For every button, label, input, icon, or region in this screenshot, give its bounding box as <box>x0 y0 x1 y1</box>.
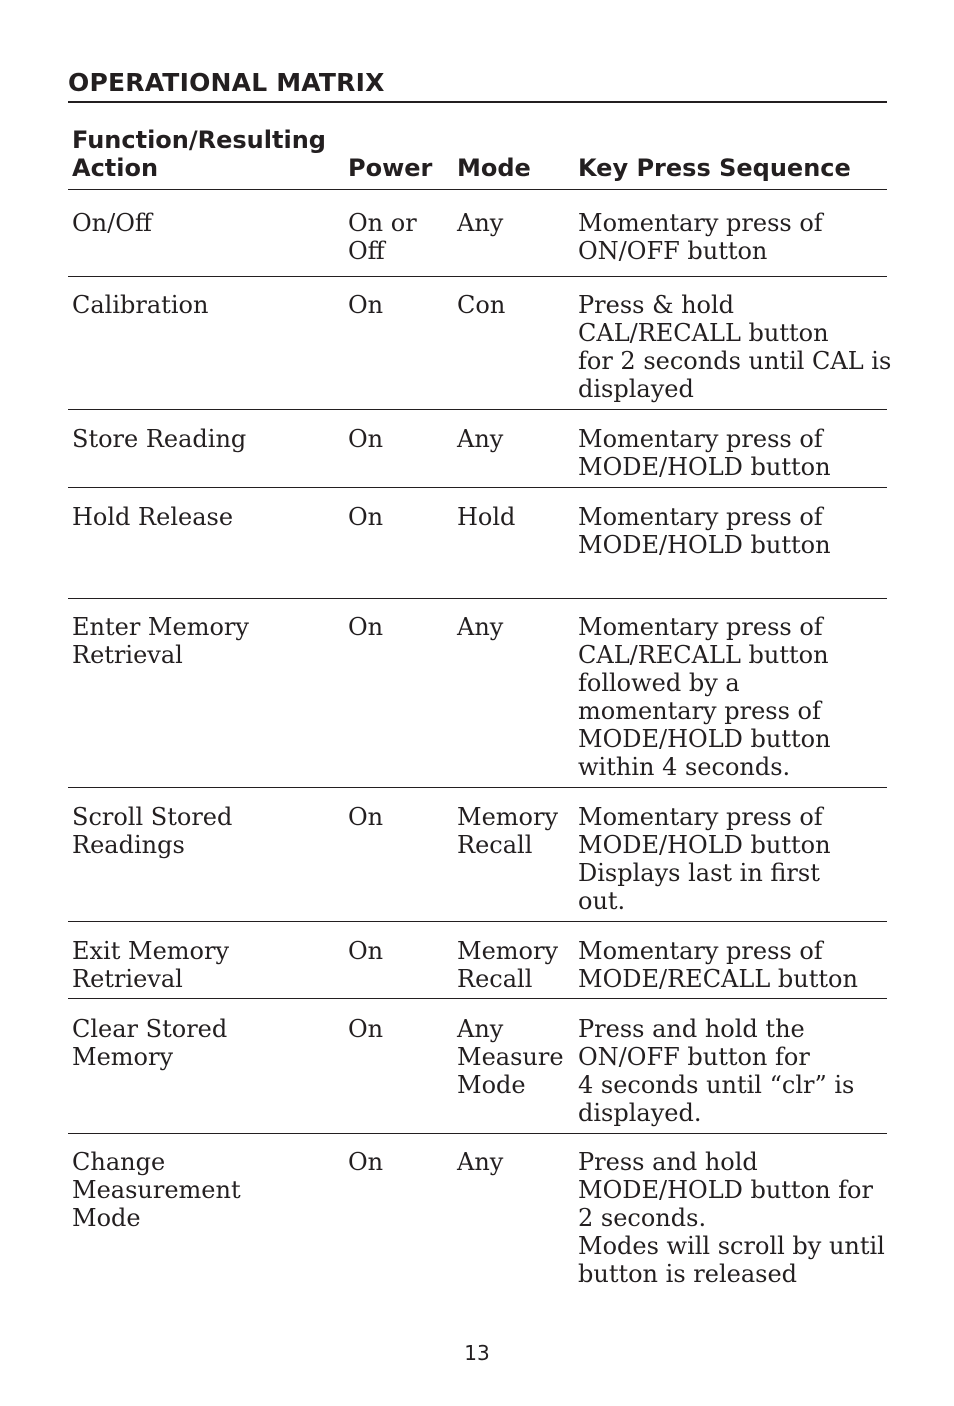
cell-power: On or Off <box>348 209 417 265</box>
cell-function: Enter Memory Retrieval <box>72 613 249 669</box>
row-divider <box>68 487 887 488</box>
cell-power: On <box>348 291 384 319</box>
row-divider <box>68 276 887 277</box>
cell-mode: Con <box>457 291 506 319</box>
cell-power: On <box>348 803 384 831</box>
cell-key-press: Press and hold the ON/OFF button for 4 seconds until “clr” is displayed. <box>578 1015 855 1127</box>
cell-power: On <box>348 937 384 965</box>
row-divider <box>68 998 887 999</box>
header-key-press-sequence: Key Press Sequence <box>578 154 851 182</box>
cell-mode: Hold <box>457 503 516 531</box>
header-divider <box>68 189 887 190</box>
cell-mode: Memory Recall <box>457 803 559 859</box>
cell-power: On <box>348 613 384 641</box>
cell-function: Exit Memory Retrieval <box>72 937 230 993</box>
cell-mode: Any <box>457 1148 504 1176</box>
page-number: 13 <box>464 1341 490 1365</box>
row-divider <box>68 598 887 599</box>
cell-key-press: Momentary press of ON/OFF button <box>578 209 823 265</box>
header-power: Power <box>348 154 433 182</box>
header-mode: Mode <box>457 154 531 182</box>
cell-function: Change Measurement Mode <box>72 1148 241 1232</box>
cell-key-press: Momentary press of MODE/RECALL button <box>578 937 858 993</box>
cell-power: On <box>348 1148 384 1176</box>
cell-key-press: Momentary press of CAL/RECALL button followed by a momentary press of MODE/HOLD button within 4 seconds. <box>578 613 831 781</box>
cell-function: On/Off <box>72 209 152 237</box>
cell-mode: Any <box>457 425 504 453</box>
cell-key-press: Momentary press of MODE/HOLD button <box>578 425 831 481</box>
row-divider <box>68 921 887 922</box>
cell-function: Scroll Stored Readings <box>72 803 233 859</box>
cell-function: Calibration <box>72 291 209 319</box>
cell-mode: Any <box>457 209 504 237</box>
cell-key-press: Press and hold MODE/HOLD button for 2 seconds. Modes will scroll by until button is released <box>578 1148 885 1288</box>
cell-mode: Memory Recall <box>457 937 559 993</box>
row-divider <box>68 1133 887 1134</box>
title-divider <box>68 101 887 103</box>
section-title: OPERATIONAL MATRIX <box>68 68 385 97</box>
cell-power: On <box>348 1015 384 1043</box>
cell-key-press: Momentary press of MODE/HOLD button <box>578 503 831 559</box>
row-divider <box>68 409 887 410</box>
cell-function: Store Reading <box>72 425 247 453</box>
cell-key-press: Press & hold CAL/RECALL button for 2 seconds until CAL is displayed <box>578 291 892 403</box>
cell-power: On <box>348 503 384 531</box>
cell-mode: Any Measure Mode <box>457 1015 564 1099</box>
cell-mode: Any <box>457 613 504 641</box>
header-function: Function/Resulting Action <box>72 126 326 182</box>
cell-power: On <box>348 425 384 453</box>
cell-key-press: Momentary press of MODE/HOLD button Displays last in first out. <box>578 803 831 915</box>
cell-function: Hold Release <box>72 503 234 531</box>
row-divider <box>68 787 887 788</box>
cell-function: Clear Stored Memory <box>72 1015 228 1071</box>
